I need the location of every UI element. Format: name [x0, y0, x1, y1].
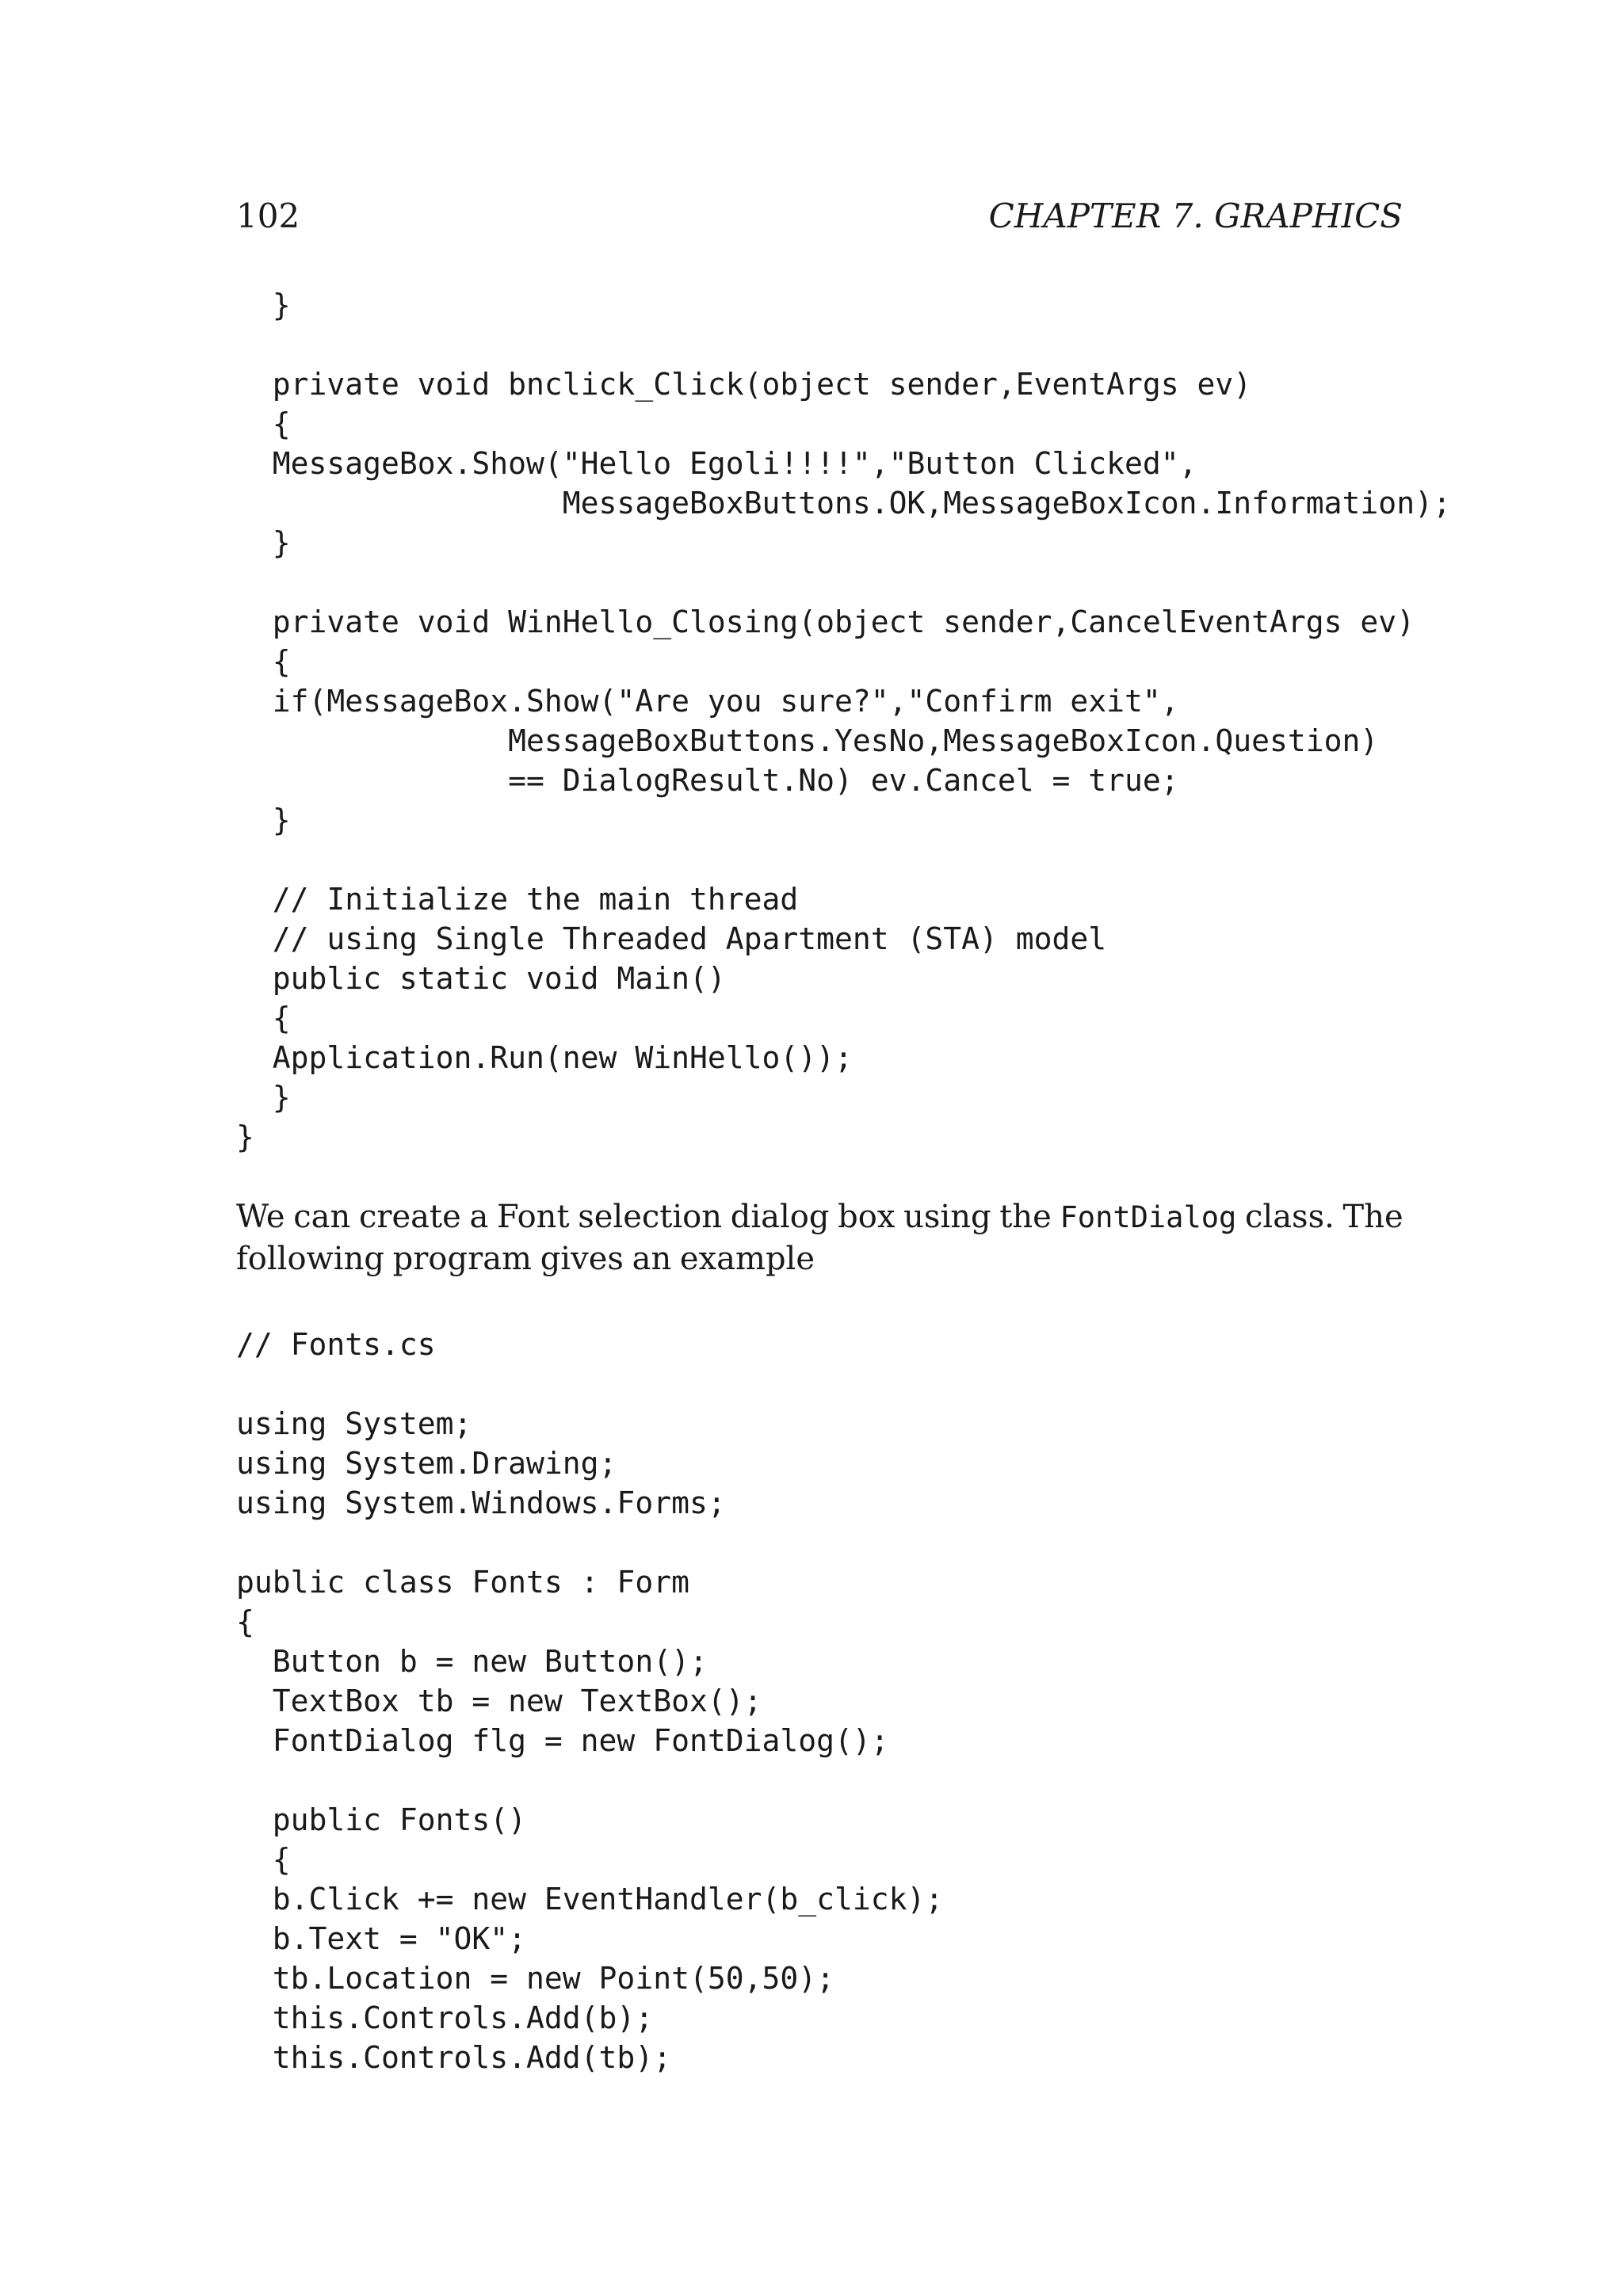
- paragraph-text: We can create a Font selection dialog box using the: [236, 1199, 1060, 1235]
- code-line: MessageBoxButtons.YesNo,MessageBoxIcon.Question): [236, 723, 1379, 758]
- code-line: FontDialog flg = new FontDialog();: [236, 1723, 889, 1758]
- code-line: b.Text = "OK";: [236, 1921, 527, 1956]
- code-line: }: [236, 1080, 291, 1115]
- code-line: TextBox tb = new TextBox();: [236, 1684, 762, 1718]
- code-line: {: [236, 1604, 254, 1639]
- code-line: b.Click += new EventHandler(b_click);: [236, 1882, 944, 1917]
- code-line: private void WinHello_Closing(object sender,CancelEventArgs ev): [236, 605, 1415, 639]
- code-line: }: [236, 803, 291, 837]
- code-line: this.Controls.Add(b);: [236, 2000, 654, 2035]
- code-line: // Initialize the main thread: [236, 882, 799, 917]
- code-listing-fonts: [236, 1325, 943, 2077]
- code-line: public static void Main(): [236, 961, 726, 996]
- code-line: {: [236, 1001, 291, 1035]
- code-line: using System.Drawing;: [236, 1446, 617, 1481]
- code-line: this.Controls.Add(tb);: [236, 2040, 672, 2075]
- code-line: }: [236, 525, 291, 560]
- body-paragraph: [236, 1196, 1404, 1280]
- code-listing-winhello: [236, 285, 1451, 1157]
- code-line: MessageBoxButtons.OK,MessageBoxIcon.Information);: [236, 486, 1451, 521]
- code-line: // using Single Threaded Apartment (STA) model: [236, 921, 1107, 956]
- page-header: [236, 196, 1403, 244]
- code-line: {: [236, 406, 291, 441]
- code-line: using System;: [236, 1406, 472, 1441]
- inline-code-fontdialog: FontDialog: [1060, 1200, 1237, 1234]
- code-line: {: [236, 1842, 291, 1877]
- code-line: Button b = new Button();: [236, 1644, 708, 1679]
- code-line: public class Fonts : Form: [236, 1565, 689, 1600]
- code-line: // Fonts.cs: [236, 1327, 436, 1362]
- code-line: == DialogResult.No) ev.Cancel = true;: [236, 763, 1179, 798]
- code-line: public Fonts(): [236, 1802, 527, 1837]
- code-line: tb.Location = new Point(50,50);: [236, 1961, 834, 1996]
- code-line: MessageBox.Show("Hello Egoli!!!!","Button Clicked",: [236, 446, 1197, 481]
- code-line: }: [236, 1119, 254, 1154]
- paragraph-text: class. The following program gives an example: [236, 1199, 1403, 1277]
- code-line: }: [236, 288, 291, 322]
- code-line: using System.Windows.Forms;: [236, 1486, 726, 1520]
- code-line: Application.Run(new WinHello());: [236, 1040, 853, 1075]
- running-head: CHAPTER 7. GRAPHICS: [988, 196, 1403, 235]
- code-line: private void bnclick_Click(object sender,EventArgs ev): [236, 367, 1252, 402]
- page-number: 102: [236, 196, 300, 235]
- code-line: {: [236, 644, 291, 679]
- code-line: if(MessageBox.Show("Are you sure?","Confirm exit",: [236, 684, 1179, 719]
